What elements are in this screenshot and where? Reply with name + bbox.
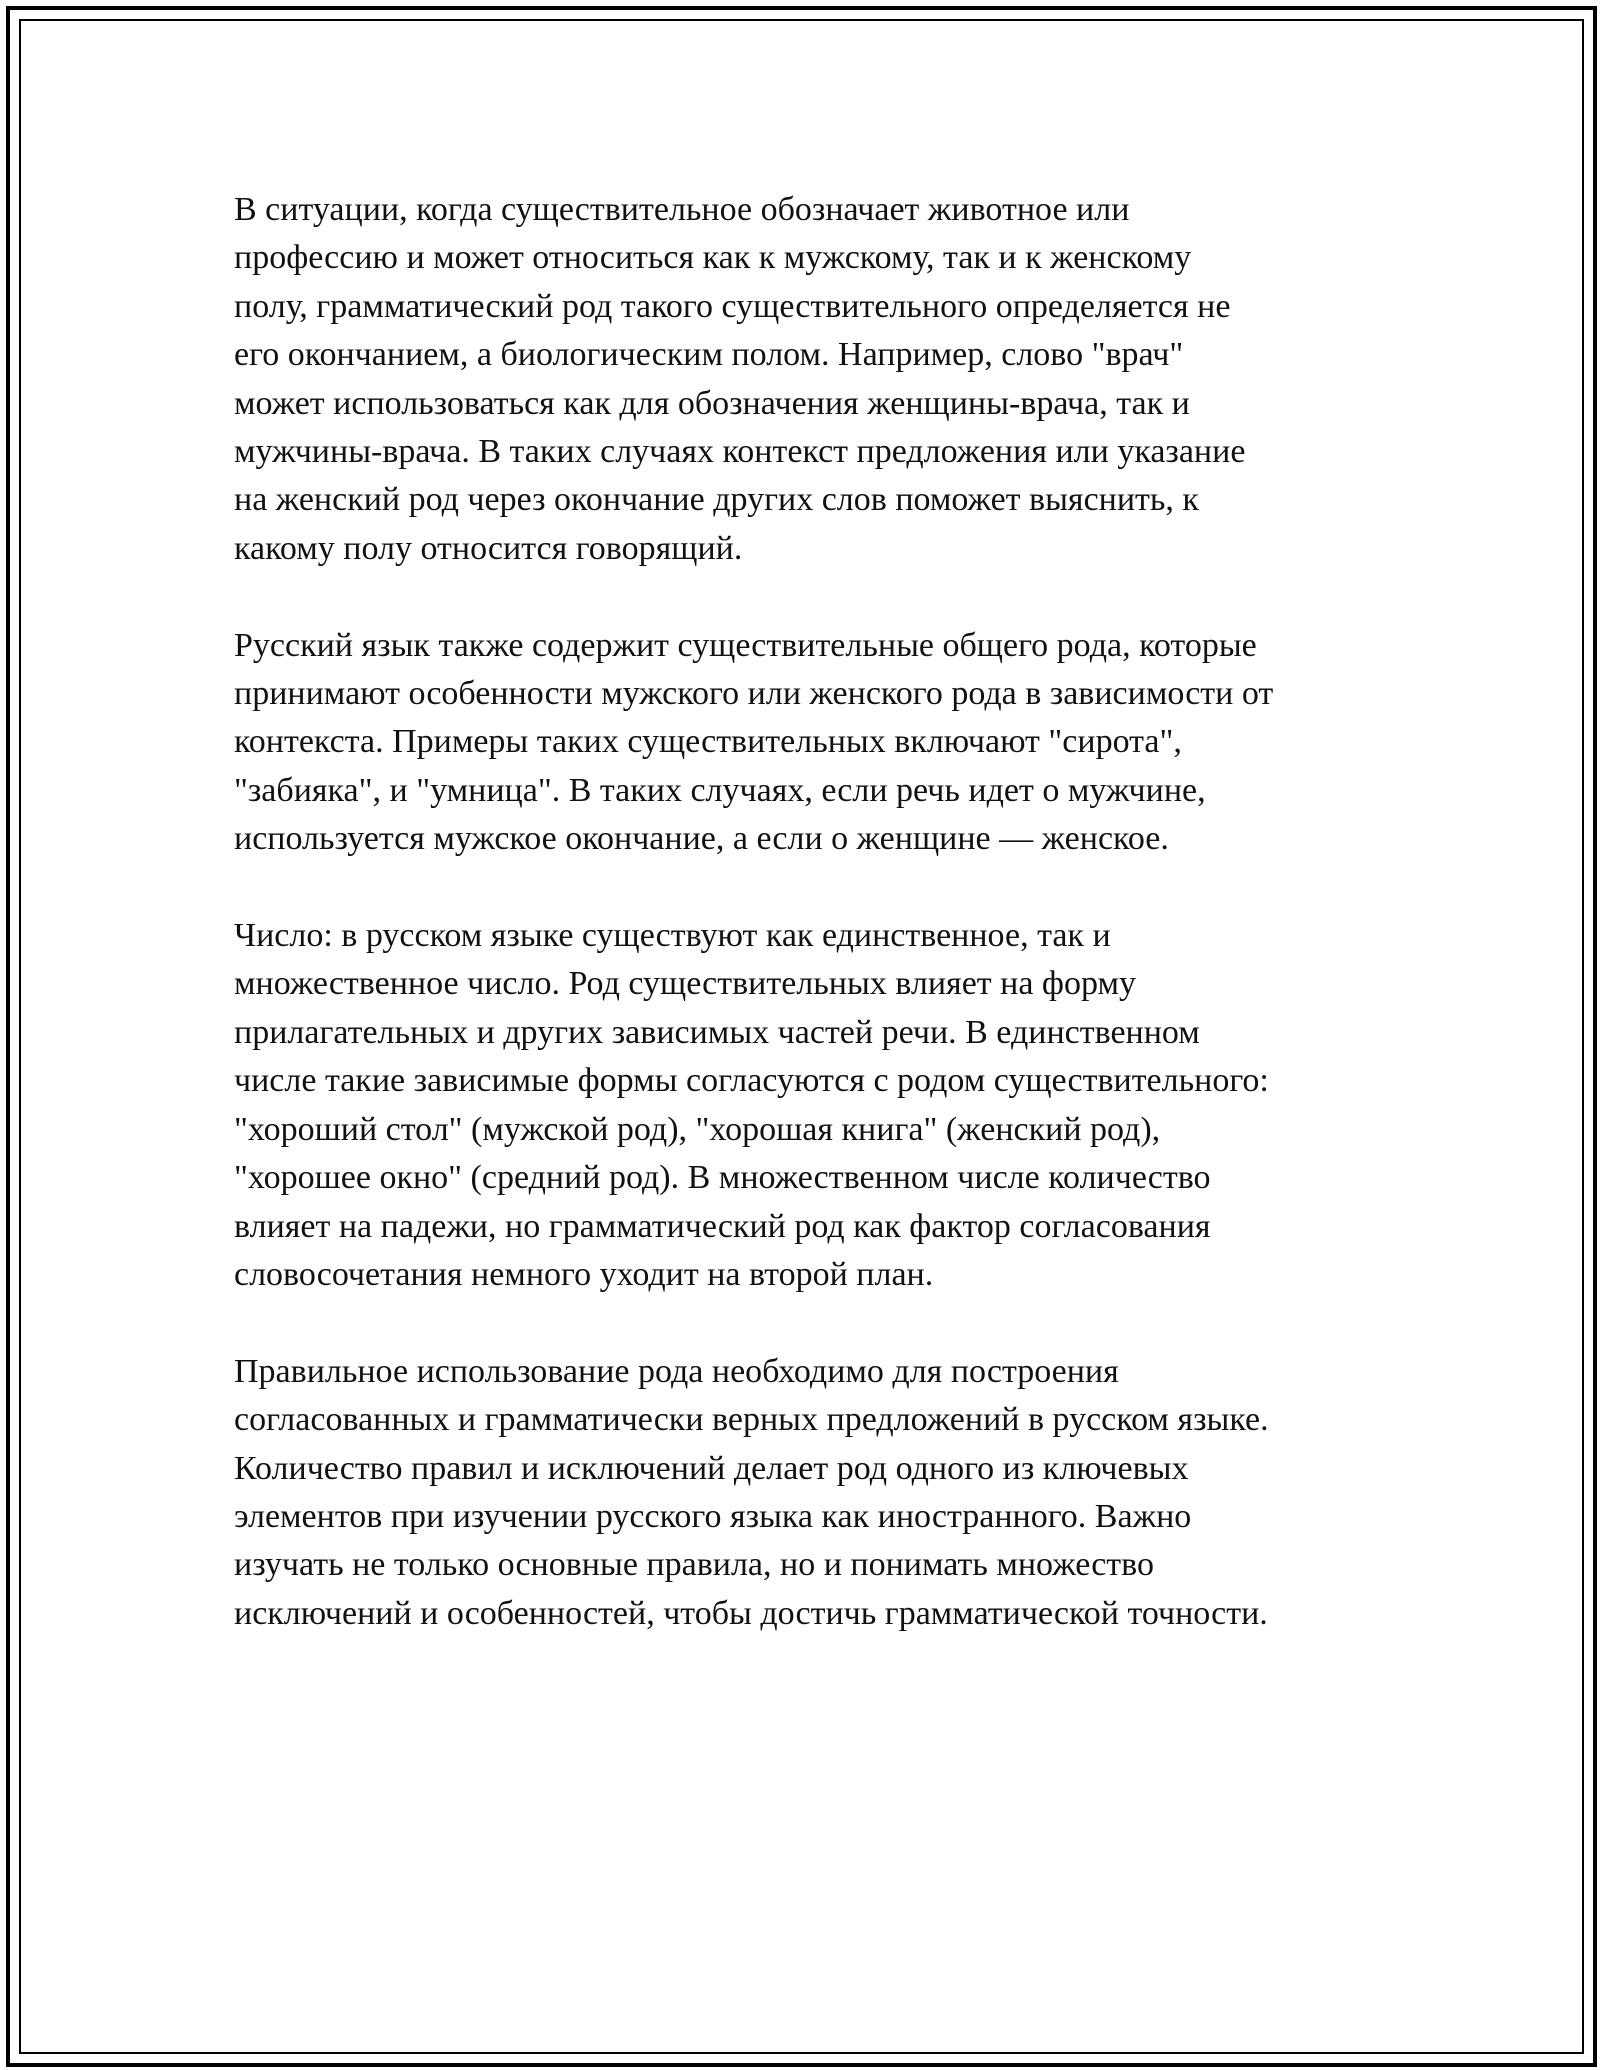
text-line: Количество правил и исключений делает род одного из ключевых xyxy=(234,1449,1189,1487)
text-line: исключений и особенностей, чтобы достичь грамматической точности. xyxy=(234,1594,1268,1632)
text-line: Русский язык также содержит существительные общего рода, которые xyxy=(234,626,1257,664)
text-line: профессию и может относиться как к мужскому, так и к женскому xyxy=(234,239,1192,277)
text-line: прилагательных и других зависимых частей речи. В единственном xyxy=(234,1013,1200,1051)
text-line: какому полу относится говорящий. xyxy=(234,529,743,567)
text-line: элементов при изучении русского языка как иностранного. Важно xyxy=(234,1497,1192,1535)
text-line: Правильное использование рода необходимо для построения xyxy=(234,1352,1119,1390)
text-line: мужчины-врача. В таких случаях контекст предложения или указание xyxy=(234,433,1246,471)
text-line: словосочетания немного уходит на второй план. xyxy=(234,1255,934,1293)
text-line: может использоваться как для обозначения женщины-врача, так и xyxy=(234,384,1190,422)
paragraph-conclusion xyxy=(234,1348,1384,1638)
text-line: согласованных и грамматически верных предложений в русском языке. xyxy=(234,1401,1269,1439)
text-line: его окончанием, а биологическим полом. Например, слово "врач" xyxy=(234,336,1184,374)
paragraph-gender-animals-professions xyxy=(234,186,1384,573)
text-line: В ситуации, когда существительное обозначает животное или xyxy=(234,191,1130,228)
paragraph-number xyxy=(234,912,1384,1299)
text-line: влияет на падежи, но грамматический род как фактор согласования xyxy=(234,1207,1211,1245)
text-line: используется мужское окончание, а если о женщине — женское. xyxy=(234,820,1169,858)
text-line: "хороший стол" (мужской род), "хорошая книга" (женский род), xyxy=(234,1110,1161,1148)
text-line: полу, грамматический род такого существительного определяется не xyxy=(234,287,1231,325)
text-line: "забияка", и "умница". В таких случаях, если речь идет о мужчине, xyxy=(234,771,1206,809)
paragraph-common-gender xyxy=(234,622,1384,864)
text-line: на женский род через окончание других слов поможет выяснить, к xyxy=(234,481,1199,519)
text-line: множественное число. Род существительных влияет на форму xyxy=(234,965,1136,1003)
document-body xyxy=(234,186,1384,1687)
text-line: изучать не только основные правила, но и понимать множество xyxy=(234,1546,1154,1584)
text-line: принимают особенности мужского или женского рода в зависимости от xyxy=(234,675,1274,713)
text-line: Число: в русском языке существуют как единственное, так и xyxy=(234,917,1111,955)
text-line: контекста. Примеры таких существительных включают "сирота", xyxy=(234,723,1182,761)
text-line: числе такие зависимые формы согласуются с родом существительного: xyxy=(234,1062,1269,1100)
text-line: "хорошее окно" (средний род). В множественном числе количество xyxy=(234,1159,1211,1197)
